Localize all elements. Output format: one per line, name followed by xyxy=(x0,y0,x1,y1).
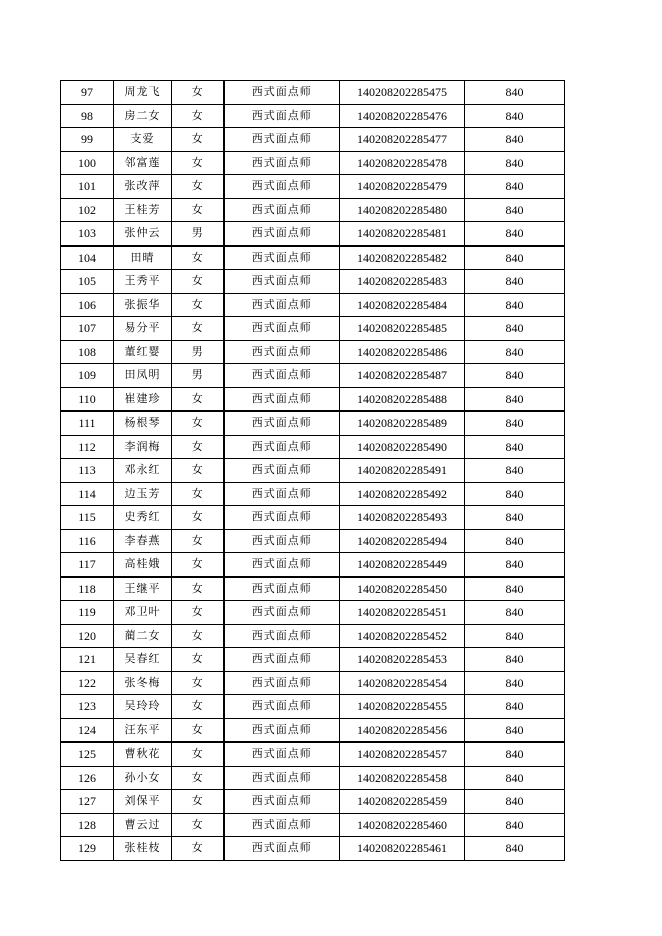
amount-cell: 840 xyxy=(465,742,565,766)
occupation-cell: 西式面点师 xyxy=(224,364,340,388)
gender-cell: 女 xyxy=(172,411,224,435)
certificate-number: 140208202285456 xyxy=(340,718,465,742)
table-row xyxy=(61,529,565,553)
row-number: 127 xyxy=(61,790,114,814)
table-row xyxy=(61,790,565,814)
occupation-cell: 西式面点师 xyxy=(224,104,340,128)
row-number: 105 xyxy=(61,270,114,294)
person-name: 刘保平 xyxy=(114,790,172,814)
row-number: 115 xyxy=(61,506,114,530)
amount-cell: 840 xyxy=(465,151,565,175)
certificate-number: 140208202285488 xyxy=(340,387,465,411)
gender-cell: 男 xyxy=(172,222,224,246)
amount-cell: 840 xyxy=(465,718,565,742)
gender-cell: 女 xyxy=(172,482,224,506)
certificate-number: 140208202285484 xyxy=(340,293,465,317)
amount-cell: 840 xyxy=(465,435,565,459)
row-number: 112 xyxy=(61,435,114,459)
occupation-cell: 西式面点师 xyxy=(224,151,340,175)
table-row xyxy=(61,506,565,530)
gender-cell: 女 xyxy=(172,459,224,483)
row-number: 122 xyxy=(61,671,114,695)
amount-cell: 840 xyxy=(465,175,565,199)
amount-cell: 840 xyxy=(465,671,565,695)
table-row xyxy=(61,246,565,270)
occupation-cell: 西式面点师 xyxy=(224,766,340,790)
amount-cell: 840 xyxy=(465,411,565,435)
table-row xyxy=(61,435,565,459)
table-row xyxy=(61,742,565,766)
person-name: 田晴 xyxy=(114,246,172,270)
gender-cell: 女 xyxy=(172,529,224,553)
occupation-cell: 西式面点师 xyxy=(224,175,340,199)
certificate-number: 140208202285486 xyxy=(340,340,465,364)
occupation-cell: 西式面点师 xyxy=(224,601,340,625)
table-row xyxy=(61,553,565,577)
occupation-cell: 西式面点师 xyxy=(224,246,340,270)
row-number: 120 xyxy=(61,624,114,648)
person-name: 周龙飞 xyxy=(114,81,172,105)
person-name: 易分平 xyxy=(114,317,172,341)
table-row xyxy=(61,577,565,601)
certificate-number: 140208202285481 xyxy=(340,222,465,246)
row-number: 125 xyxy=(61,742,114,766)
gender-cell: 女 xyxy=(172,506,224,530)
person-name: 张振华 xyxy=(114,293,172,317)
gender-cell: 女 xyxy=(172,766,224,790)
table-row xyxy=(61,813,565,837)
certificate-number: 140208202285457 xyxy=(340,742,465,766)
person-name: 邓卫叶 xyxy=(114,601,172,625)
gender-cell: 女 xyxy=(172,151,224,175)
certificate-number: 140208202285458 xyxy=(340,766,465,790)
row-number: 101 xyxy=(61,175,114,199)
table-row xyxy=(61,837,565,861)
table-row xyxy=(61,624,565,648)
certificate-number: 140208202285450 xyxy=(340,577,465,601)
amount-cell: 840 xyxy=(465,340,565,364)
table-row xyxy=(61,340,565,364)
table-row xyxy=(61,648,565,672)
row-number: 99 xyxy=(61,128,114,152)
roster-table xyxy=(60,80,565,861)
table-row xyxy=(61,387,565,411)
gender-cell: 女 xyxy=(172,601,224,625)
occupation-cell: 西式面点师 xyxy=(224,742,340,766)
table-row xyxy=(61,671,565,695)
person-name: 支爱 xyxy=(114,128,172,152)
row-number: 116 xyxy=(61,529,114,553)
occupation-cell: 西式面点师 xyxy=(224,435,340,459)
certificate-number: 140208202285491 xyxy=(340,459,465,483)
row-number: 98 xyxy=(61,104,114,128)
gender-cell: 女 xyxy=(172,198,224,222)
occupation-cell: 西式面点师 xyxy=(224,837,340,861)
person-name: 边玉芳 xyxy=(114,482,172,506)
table-row xyxy=(61,198,565,222)
occupation-cell: 西式面点师 xyxy=(224,81,340,105)
certificate-number: 140208202285490 xyxy=(340,435,465,459)
person-name: 李润梅 xyxy=(114,435,172,459)
gender-cell: 女 xyxy=(172,246,224,270)
person-name: 王秀平 xyxy=(114,270,172,294)
occupation-cell: 西式面点师 xyxy=(224,695,340,719)
table-row xyxy=(61,364,565,388)
row-number: 126 xyxy=(61,766,114,790)
table-row xyxy=(61,81,565,105)
table-row xyxy=(61,293,565,317)
amount-cell: 840 xyxy=(465,317,565,341)
amount-cell: 840 xyxy=(465,766,565,790)
person-name: 邓永红 xyxy=(114,459,172,483)
certificate-number: 140208202285476 xyxy=(340,104,465,128)
certificate-number: 140208202285459 xyxy=(340,790,465,814)
table-row xyxy=(61,270,565,294)
person-name: 史秀红 xyxy=(114,506,172,530)
gender-cell: 女 xyxy=(172,104,224,128)
gender-cell: 女 xyxy=(172,270,224,294)
certificate-number: 140208202285483 xyxy=(340,270,465,294)
certificate-number: 140208202285494 xyxy=(340,529,465,553)
table-row xyxy=(61,104,565,128)
person-name: 张改萍 xyxy=(114,175,172,199)
row-number: 100 xyxy=(61,151,114,175)
person-name: 孙小女 xyxy=(114,766,172,790)
row-number: 119 xyxy=(61,601,114,625)
row-number: 97 xyxy=(61,81,114,105)
occupation-cell: 西式面点师 xyxy=(224,387,340,411)
row-number: 121 xyxy=(61,648,114,672)
gender-cell: 女 xyxy=(172,387,224,411)
occupation-cell: 西式面点师 xyxy=(224,482,340,506)
gender-cell: 女 xyxy=(172,128,224,152)
person-name: 曹秋花 xyxy=(114,742,172,766)
person-name: 张仲云 xyxy=(114,222,172,246)
row-number: 107 xyxy=(61,317,114,341)
gender-cell: 女 xyxy=(172,175,224,199)
person-name: 杨根琴 xyxy=(114,411,172,435)
row-number: 109 xyxy=(61,364,114,388)
person-name: 田凤明 xyxy=(114,364,172,388)
amount-cell: 840 xyxy=(465,128,565,152)
person-name: 王继平 xyxy=(114,577,172,601)
occupation-cell: 西式面点师 xyxy=(224,340,340,364)
amount-cell: 840 xyxy=(465,81,565,105)
occupation-cell: 西式面点师 xyxy=(224,128,340,152)
gender-cell: 女 xyxy=(172,695,224,719)
person-name: 房二女 xyxy=(114,104,172,128)
certificate-number: 140208202285452 xyxy=(340,624,465,648)
person-name: 吴春红 xyxy=(114,648,172,672)
person-name: 张桂枝 xyxy=(114,837,172,861)
certificate-number: 140208202285492 xyxy=(340,482,465,506)
occupation-cell: 西式面点师 xyxy=(224,222,340,246)
certificate-number: 140208202285485 xyxy=(340,317,465,341)
gender-cell: 女 xyxy=(172,813,224,837)
occupation-cell: 西式面点师 xyxy=(224,270,340,294)
gender-cell: 男 xyxy=(172,364,224,388)
amount-cell: 840 xyxy=(465,293,565,317)
person-name: 吴玲玲 xyxy=(114,695,172,719)
table-row xyxy=(61,482,565,506)
person-name: 曹云过 xyxy=(114,813,172,837)
gender-cell: 女 xyxy=(172,435,224,459)
amount-cell: 840 xyxy=(465,695,565,719)
amount-cell: 840 xyxy=(465,482,565,506)
certificate-number: 140208202285461 xyxy=(340,837,465,861)
amount-cell: 840 xyxy=(465,270,565,294)
person-name: 高桂娥 xyxy=(114,553,172,577)
row-number: 106 xyxy=(61,293,114,317)
gender-cell: 女 xyxy=(172,317,224,341)
table-row xyxy=(61,459,565,483)
gender-cell: 女 xyxy=(172,671,224,695)
occupation-cell: 西式面点师 xyxy=(224,718,340,742)
occupation-cell: 西式面点师 xyxy=(224,671,340,695)
row-number: 108 xyxy=(61,340,114,364)
row-number: 124 xyxy=(61,718,114,742)
table-row xyxy=(61,718,565,742)
certificate-number: 140208202285482 xyxy=(340,246,465,270)
row-number: 111 xyxy=(61,411,114,435)
table-row xyxy=(61,411,565,435)
amount-cell: 840 xyxy=(465,790,565,814)
gender-cell: 男 xyxy=(172,340,224,364)
person-name: 王桂芳 xyxy=(114,198,172,222)
gender-cell: 女 xyxy=(172,790,224,814)
person-name: 李春燕 xyxy=(114,529,172,553)
certificate-number: 140208202285478 xyxy=(340,151,465,175)
person-name: 汪东平 xyxy=(114,718,172,742)
amount-cell: 840 xyxy=(465,222,565,246)
person-name: 蔺二女 xyxy=(114,624,172,648)
certificate-number: 140208202285451 xyxy=(340,601,465,625)
certificate-number: 140208202285479 xyxy=(340,175,465,199)
amount-cell: 840 xyxy=(465,837,565,861)
amount-cell: 840 xyxy=(465,624,565,648)
occupation-cell: 西式面点师 xyxy=(224,577,340,601)
occupation-cell: 西式面点师 xyxy=(224,790,340,814)
row-number: 102 xyxy=(61,198,114,222)
occupation-cell: 西式面点师 xyxy=(224,293,340,317)
amount-cell: 840 xyxy=(465,506,565,530)
certificate-number: 140208202285480 xyxy=(340,198,465,222)
row-number: 117 xyxy=(61,553,114,577)
occupation-cell: 西式面点师 xyxy=(224,813,340,837)
gender-cell: 女 xyxy=(172,577,224,601)
gender-cell: 女 xyxy=(172,718,224,742)
amount-cell: 840 xyxy=(465,648,565,672)
table-row xyxy=(61,175,565,199)
row-number: 123 xyxy=(61,695,114,719)
row-number: 128 xyxy=(61,813,114,837)
gender-cell: 女 xyxy=(172,553,224,577)
amount-cell: 840 xyxy=(465,813,565,837)
amount-cell: 840 xyxy=(465,364,565,388)
gender-cell: 女 xyxy=(172,837,224,861)
amount-cell: 840 xyxy=(465,577,565,601)
certificate-number: 140208202285460 xyxy=(340,813,465,837)
amount-cell: 840 xyxy=(465,104,565,128)
certificate-number: 140208202285475 xyxy=(340,81,465,105)
certificate-number: 140208202285493 xyxy=(340,506,465,530)
gender-cell: 女 xyxy=(172,81,224,105)
table-row xyxy=(61,317,565,341)
person-name: 崔建珍 xyxy=(114,387,172,411)
row-number: 113 xyxy=(61,459,114,483)
row-number: 118 xyxy=(61,577,114,601)
roster-table-body xyxy=(61,81,565,861)
amount-cell: 840 xyxy=(465,529,565,553)
occupation-cell: 西式面点师 xyxy=(224,317,340,341)
occupation-cell: 西式面点师 xyxy=(224,411,340,435)
amount-cell: 840 xyxy=(465,198,565,222)
row-number: 110 xyxy=(61,387,114,411)
amount-cell: 840 xyxy=(465,601,565,625)
occupation-cell: 西式面点师 xyxy=(224,624,340,648)
occupation-cell: 西式面点师 xyxy=(224,648,340,672)
amount-cell: 840 xyxy=(465,553,565,577)
person-name: 董红婴 xyxy=(114,340,172,364)
amount-cell: 840 xyxy=(465,459,565,483)
table-row xyxy=(61,695,565,719)
amount-cell: 840 xyxy=(465,387,565,411)
certificate-number: 140208202285449 xyxy=(340,553,465,577)
row-number: 114 xyxy=(61,482,114,506)
certificate-number: 140208202285489 xyxy=(340,411,465,435)
gender-cell: 女 xyxy=(172,742,224,766)
occupation-cell: 西式面点师 xyxy=(224,529,340,553)
table-row xyxy=(61,766,565,790)
table-row xyxy=(61,222,565,246)
occupation-cell: 西式面点师 xyxy=(224,553,340,577)
table-row xyxy=(61,601,565,625)
gender-cell: 女 xyxy=(172,624,224,648)
row-number: 129 xyxy=(61,837,114,861)
person-name: 张冬梅 xyxy=(114,671,172,695)
occupation-cell: 西式面点师 xyxy=(224,506,340,530)
row-number: 104 xyxy=(61,246,114,270)
table-row xyxy=(61,128,565,152)
amount-cell: 840 xyxy=(465,246,565,270)
certificate-number: 140208202285454 xyxy=(340,671,465,695)
occupation-cell: 西式面点师 xyxy=(224,198,340,222)
occupation-cell: 西式面点师 xyxy=(224,459,340,483)
certificate-number: 140208202285487 xyxy=(340,364,465,388)
certificate-number: 140208202285453 xyxy=(340,648,465,672)
person-name: 邻富莲 xyxy=(114,151,172,175)
table-row xyxy=(61,151,565,175)
gender-cell: 女 xyxy=(172,293,224,317)
certificate-number: 140208202285477 xyxy=(340,128,465,152)
certificate-number: 140208202285455 xyxy=(340,695,465,719)
row-number: 103 xyxy=(61,222,114,246)
gender-cell: 女 xyxy=(172,648,224,672)
